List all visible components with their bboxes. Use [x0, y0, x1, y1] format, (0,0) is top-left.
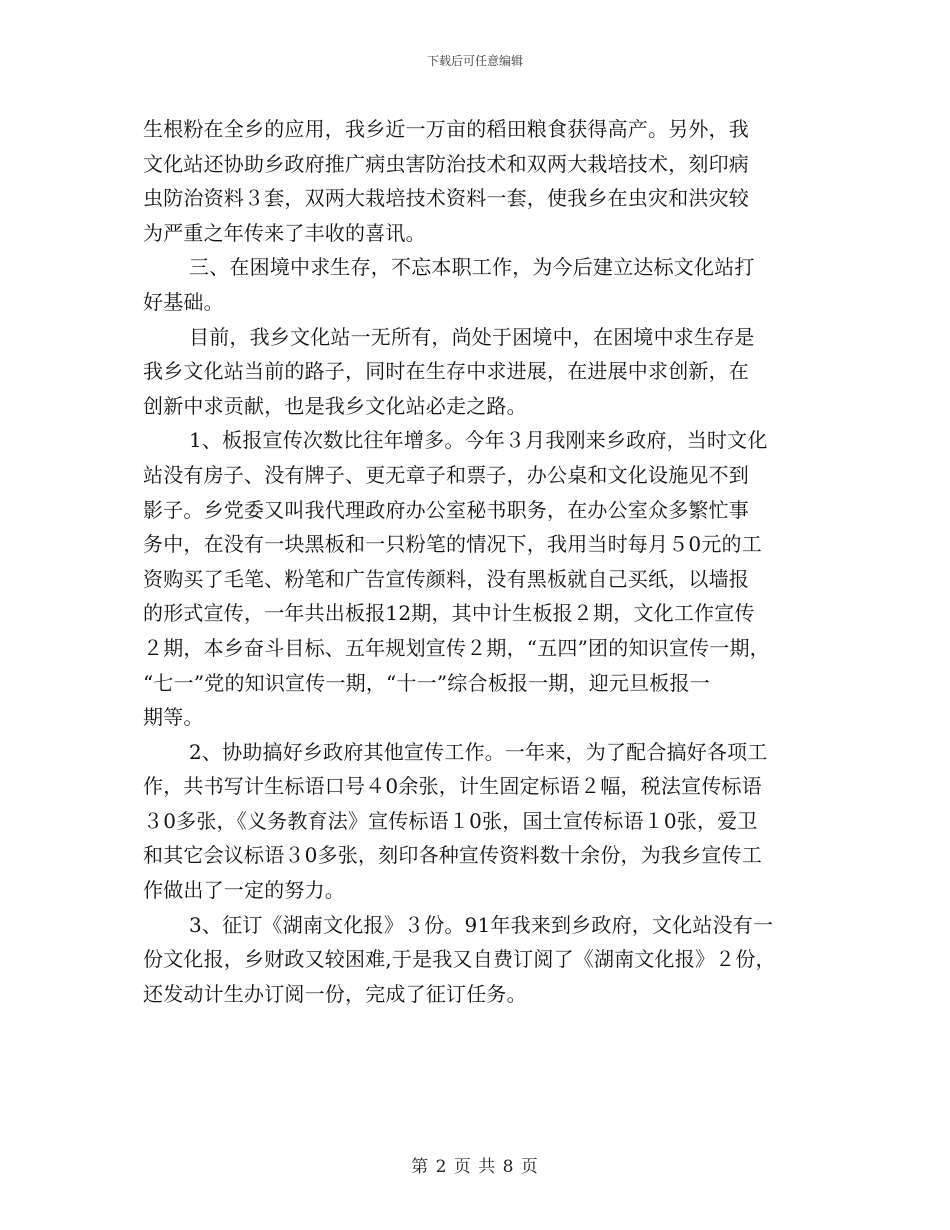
text-line: 1、板报宣传次数比往年增多。今年３月我刚来乡政府，当时文化	[189, 428, 768, 453]
text-line: 文化站还协助乡政府推广病虫害防治技术和双两大栽培技术，刻印病	[143, 151, 749, 176]
body-text	[143, 112, 813, 1011]
text-line: 资购买了毛笔、粉笔和广告宣传颜料，没有黑板就自己买纸，以墙报	[143, 566, 749, 591]
text-line: 期等。	[143, 705, 204, 730]
text-line: 和其它会议标语３0多张，刻印各种宣传资料数十余份，为我乡宣传工	[143, 843, 762, 868]
text-line: 生根粉在全乡的应用，我乡近一万亩的稻田粮食获得高产。另外，我	[143, 117, 749, 141]
text-line: 为严重之年传来了丰收的喜讯。	[143, 220, 426, 245]
text-line: 作，共书写计生标语口号４0余张，计生固定标语２幅，税法宣传标语	[143, 774, 762, 799]
text-line: 的形式宣传，一年共出板报12期，其中计生板报２期，文化工作宣传	[143, 601, 755, 626]
text-line: 作做出了一定的努力。	[143, 878, 345, 903]
text-line: 份文化报，乡财政又较困难,于是我又自费订阅了《湖南文化报》２份，	[143, 947, 776, 972]
text-line: 创新中求贡献，也是我乡文化站必走之路。	[143, 393, 527, 418]
text-line: 3、征订《湖南文化报》３份。91年我来到乡政府，文化站没有一	[189, 912, 774, 937]
text-line: 影子。乡党委又叫我代理政府办公室秘书职务，在办公室众多繁忙事	[143, 497, 749, 522]
text-line: 务中，在没有一块黑板和一只粉笔的情况下，我用当时每月５0元的工	[143, 532, 762, 557]
text-line: “七一”党的知识宣传一期，“十一”综合板报一期，迎元旦板报一	[143, 670, 710, 695]
text-line: 2、协助搞好乡政府其他宣传工作。一年来，为了配合搞好各项工	[189, 739, 768, 764]
text-line: ２期，本乡奋斗目标、五年规划宣传２期，“五四”团的知识宣传一期，	[143, 635, 770, 660]
text-line: 还发动计生办订阅一份，完成了征订任务。	[143, 981, 527, 1006]
text-line: 目前，我乡文化站一无所有，尚处于困境中，在困境中求生存是	[189, 324, 755, 349]
text-line: 好基础。	[143, 289, 224, 314]
page-footer: 第 2 页 共 8 页	[411, 1157, 539, 1177]
text-line: 虫防治资料３套，双两大栽培技术资料一套，使我乡在虫灾和洪灾较	[143, 186, 749, 211]
text-line: ３0多张，《义务教育法》宣传标语１0张，国土宣传标语１0张，爱卫	[143, 808, 758, 833]
page-header: 下载后可任意编辑	[426, 54, 523, 68]
text-line: 我乡文化站当前的路子，同时在生存中求进展，在进展中求创新，在	[143, 359, 749, 384]
text-line: 三、在困境中求生存，不忘本职工作，为今后建立达标文化站打	[189, 255, 755, 280]
text-line: 站没有房子、没有牌子、更无章子和票子，办公桌和文化设施见不到	[143, 462, 749, 487]
